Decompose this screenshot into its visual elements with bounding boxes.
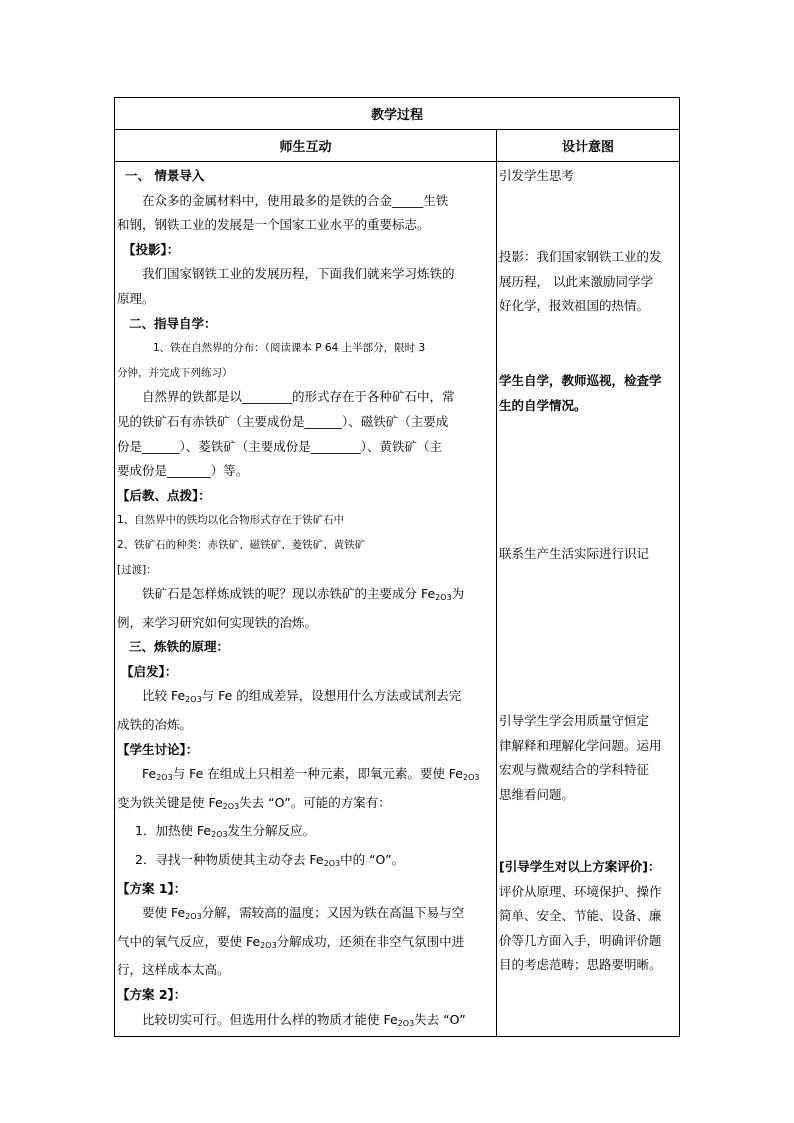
point-2: 2、铁矿石的种类：赤铁矿、磁铁矿、菱铁矿、黄铁矿 <box>117 538 366 551</box>
text-line: 气中的氧气反应，要使 $Fe_{2O3}$分解成功，还须在非空气氛围中进 <box>117 933 465 950</box>
discussion-label: 【学生讨论】： <box>117 741 199 757</box>
intent-line: [引导学生对以上方案评价]： <box>499 859 661 874</box>
intent-line: 联系生产生活实际进行识记 <box>499 546 650 561</box>
intent-line: 生的自学情况。 <box>499 397 587 413</box>
text-line: 原理。 <box>117 290 155 306</box>
intent-line: 律解释和理解化学问题。运用 <box>499 737 662 753</box>
intent-block-1 <box>499 164 677 189</box>
inspire-label: 【启发】： <box>121 663 178 679</box>
intent-line: 价等几方面入手，明确评价题 <box>499 932 662 948</box>
option-1: 1．加热使 $Fe_{2O3}$发生分解反应。 <box>135 823 316 840</box>
intent-line: 引发学生思考 <box>499 168 575 183</box>
intent-line: 好化学，报效祖国的热情。 <box>499 298 650 314</box>
section-heading-2: 二、指导自学： <box>129 315 217 331</box>
intent-line: 评价从原理、环境保护、操作 <box>499 883 662 899</box>
column-header-design-intent: 设计意图 <box>497 130 680 162</box>
intent-line: 简单、安全、节能、设备、廉 <box>499 908 662 924</box>
intent-line: 引导学生学会用质量守恒定 <box>499 713 650 728</box>
title-row <box>115 98 680 130</box>
interaction-cell <box>115 162 497 1037</box>
intent-block-3 <box>499 369 677 418</box>
intent-line: 展历程， 以此来激励同学学 <box>499 273 653 289</box>
text-line: 铁矿石是怎样炼成铁的呢？现以赤铁矿的主要成分 $Fe_{2O3}$为 <box>142 586 465 603</box>
option-2: 2．寻找一种物质使其主动夺去 $Fe_{2O3}$中的 “O”。 <box>135 852 405 869</box>
text-line: 在众多的金属材料中，使用最多的是铁的合金_____生铁 <box>142 192 449 208</box>
projection-label: 【投影】： <box>123 241 180 257</box>
text-line: 和钢，钢铁工业的发展是一个国家工业水平的重要标志。 <box>117 217 430 233</box>
intent-block-6 <box>499 855 677 978</box>
intent-line: 学生自学，教师巡视，检查学 <box>499 373 662 388</box>
text-line: 我们国家钢铁工业的发展历程，下面我们就来学习炼铁的 <box>142 266 455 282</box>
teaching-process-table <box>114 97 680 1037</box>
text-line: 比较 $Fe_{2O3}$与 Fe 的组成差异，设想用什么方法或试剂去完 <box>142 688 462 705</box>
design-intent-cell <box>497 162 680 1037</box>
intent-line: 目的考虑范畴；思路要明晰。 <box>499 957 662 973</box>
point-1: 1、自然界中的铁均以化合物形式存在于铁矿石中 <box>117 514 345 527</box>
plan-1-label: 【方案 1】： <box>117 880 187 896</box>
table-title: 教学过程 <box>115 98 680 130</box>
intent-line: 宏观与微观结合的学科特征 <box>499 762 650 778</box>
text-line: 变为铁关键是使 $Fe_{2O3}$失去 “O”。可能的方案有： <box>117 794 391 811</box>
exercise-line: 份是______）、菱铁矿（主要成份是________）、黄铁矿（主 <box>117 438 443 454</box>
intent-block-2 <box>499 245 677 319</box>
text-line: 要使 $Fe_{2O3}$分解，需较高的温度；又因为铁在高温下易与空 <box>142 905 465 922</box>
intent-line: 思维看问题。 <box>499 786 575 802</box>
text-line: 分钟，并完成下列练习） <box>117 366 233 379</box>
intent-block-4 <box>499 542 677 567</box>
text-line: 成铁的冶炼。 <box>117 717 193 733</box>
header-row <box>115 130 680 162</box>
content-row <box>115 162 680 1037</box>
exercise-line: 见的铁矿石有赤铁矿（主要成份是______）、磁铁矿（主要成 <box>117 413 449 429</box>
after-teaching-label: 【后教、点拨】： <box>117 487 211 503</box>
text-line: $Fe_{2O3}$与 Fe 在组成上只相差一种元素，即氧元素。要使 $Fe_{2O3}$ <box>142 766 480 783</box>
text-line: 1、铁在自然界的分布：（阅读课本 P 64 上半部分，限时 3 <box>153 342 426 355</box>
column-header-interaction: 师生互动 <box>115 130 497 162</box>
text-line: 行，这样成本太高。 <box>117 962 230 978</box>
plan-2-label: 【方案 2】： <box>117 987 187 1002</box>
section-heading-3: 三、炼铁的原理： <box>129 639 230 655</box>
intent-block-5 <box>499 709 677 807</box>
exercise-line: 自然界的铁都是以________的形式存在于各种矿石中，常 <box>142 389 455 405</box>
exercise-line: 要成份是_______）等。 <box>117 463 249 479</box>
text-line: 例，来学习研究如何实现铁的冶炼。 <box>117 614 318 630</box>
intent-line: 投影：我们国家钢铁工业的发 <box>499 249 662 264</box>
section-heading-1: 一、 情景导入 <box>125 168 205 183</box>
text-line: 比较切实可行。但选用什么样的物质才能使 $Fe_{2O3}$失去 “O” <box>142 1011 466 1028</box>
transition-label: [过渡]： <box>117 563 157 576</box>
